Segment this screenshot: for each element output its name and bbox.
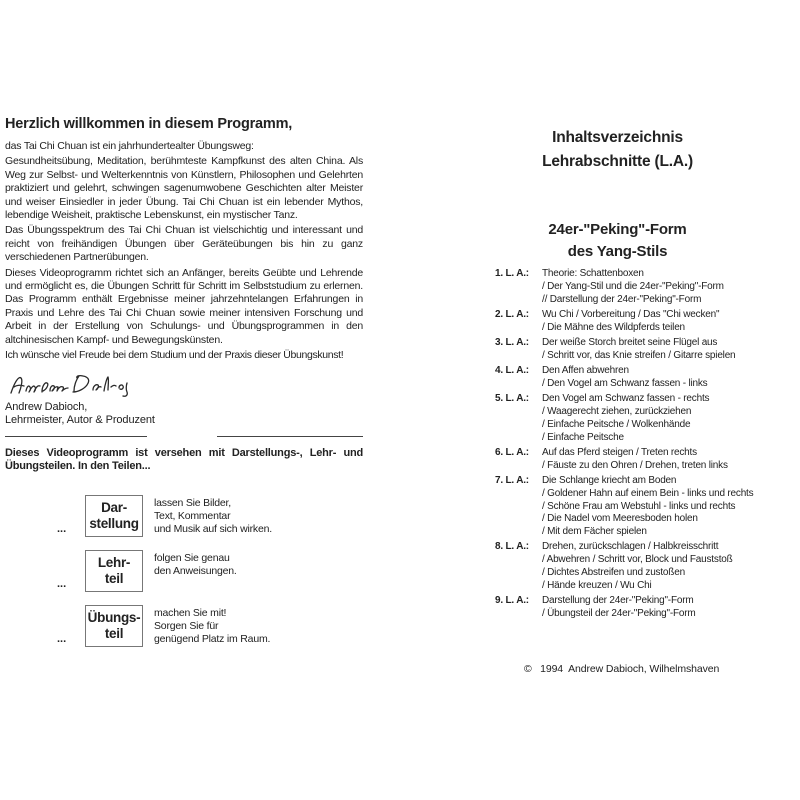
- toc-item-line: Die Schlange kriecht am Boden: [542, 474, 677, 486]
- toc-item-3: [450, 337, 785, 363]
- toc-item-line: // Darstellung der 24er-"Peking"-Form: [542, 293, 702, 305]
- box-line: stellung: [89, 515, 139, 531]
- toc-item-line: / Dichtes Abstreifen und zustoßen: [542, 567, 685, 579]
- box-line: Dar-: [101, 500, 127, 516]
- paragraph: Das Übungsspektrum des Tai Chi Chuan ist vielschichtig und interessant und reicht von freihändigen Übungen über Geräteübungen bis hin zu ganz verschiedenen Partnerübungen.: [5, 224, 363, 264]
- toc-item-line: / Einfache Peitsche: [542, 431, 624, 443]
- closing-line: Ich wünsche viel Freude bei dem Studium und der Praxis dieser Übungskunst!: [5, 349, 344, 362]
- right-page: [450, 126, 785, 675]
- toc-item-6: [450, 447, 785, 473]
- paragraph: Gesundheitsübung, Meditation, berühmteste Kampfkunst des alten China. Als Weg zur Selbst- und Welterkenntnis von Künstlern, Philosophen und Gelehrten praktiziert und gelehrt, schwingen sagenumwobene Geschichten alter Meister und weiser Einsiedler in jeder Übung. Tai Chi Chuan ist ein lebender Mythos, lebendige Weisheit, praktische Lebenskunst, ein mystischer Tanz.: [5, 155, 363, 222]
- toc-item-label: 4. L. A.:: [495, 365, 529, 377]
- legend-row-darstellung: [5, 495, 363, 539]
- toc-item-line: / Waagerecht ziehen, zurückziehen: [542, 405, 692, 417]
- left-page: [5, 116, 363, 660]
- toc-item-8: [450, 541, 785, 592]
- toc-item-line: Der weiße Storch breitet seine Flügel aus: [542, 336, 718, 348]
- legend-description: [154, 495, 272, 536]
- toc-item-line: / Fäuste zu den Ohren / Drehen, treten links: [542, 459, 728, 471]
- toc-item-label: 1. L. A.:: [495, 268, 529, 279]
- form-subtitle-line: 24er-"Peking"-Form: [548, 221, 687, 238]
- toc-item-label: 2. L. A.:: [495, 308, 529, 320]
- desc-line: folgen Sie genau: [154, 552, 230, 565]
- signature-image: [7, 370, 137, 400]
- toc-item-line: / Übungsteil der 24er-"Peking"-Form: [542, 607, 696, 619]
- desc-line: und Musik auf sich wirken.: [154, 523, 272, 536]
- desc-line: genügend Platz im Raum.: [154, 633, 271, 646]
- toc-item-line: Den Vogel am Schwanz fassen - rechts: [542, 393, 710, 405]
- intro-line: das Tai Chi Chuan ist ein jahrhundertealter Übungsweg:: [5, 140, 254, 152]
- box-line: teil: [104, 625, 124, 641]
- box-line: Lehr-: [97, 555, 131, 571]
- toc-title: [450, 126, 785, 173]
- darstellung-box: [85, 495, 143, 537]
- desc-line: lassen Sie Bilder,: [154, 497, 231, 510]
- lehrteil-box: [85, 550, 143, 592]
- toc-item-line: Den Affen abwehren: [542, 365, 629, 377]
- toc-item-line: / Der Yang-Stil und die 24er-"Peking"-Form: [542, 280, 724, 292]
- signature-role: Lehrmeister, Autor & Produzent: [5, 414, 155, 426]
- toc-list: [450, 268, 785, 621]
- toc-item-line: Drehen, zurückschlagen / Halbkreisschritt: [542, 541, 719, 553]
- desc-line: Sorgen Sie für: [154, 620, 219, 633]
- toc-title-line: Lehrabschnitte (L.A.): [542, 152, 693, 170]
- toc-item-line: / Goldener Hahn auf einem Bein - links und rechts: [542, 487, 754, 499]
- toc-item-line: / Die Nadel vom Meeresboden holen: [542, 513, 698, 525]
- box-line: teil: [104, 570, 124, 586]
- toc-item-line: / Die Mähne des Wildpferds teilen: [542, 321, 685, 333]
- toc-title-line: Inhaltsverzeichnis: [552, 129, 683, 146]
- ellipsis-prefix: ...: [57, 523, 67, 536]
- desc-line: den Anweisungen.: [154, 565, 237, 578]
- toc-item-line: / Einfache Peitsche / Wolkenhände: [542, 418, 691, 430]
- signature-block: [5, 370, 363, 428]
- program-note: Dieses Videoprogramm ist versehen mit Darstellungs-, Lehr- und Übungsteilen. In den Teilen...: [5, 446, 363, 473]
- toc-item-label: 8. L. A.:: [495, 541, 529, 553]
- form-subtitle: [450, 219, 785, 263]
- toc-item-line: Wu Chi / Vorbereitung / Das "Chi wecken": [542, 308, 720, 320]
- legend: [5, 495, 363, 649]
- copyright-line: © 1994 Andrew Dabioch, Wilhelmshaven: [524, 662, 720, 675]
- ellipsis-prefix: ...: [57, 633, 67, 646]
- toc-item-line: Auf das Pferd steigen / Treten rechts: [542, 446, 697, 458]
- toc-item-label: 6. L. A.:: [495, 446, 529, 458]
- toc-item-label: 3. L. A.:: [495, 336, 529, 348]
- toc-item-1: [450, 268, 785, 306]
- toc-item-7: [450, 475, 785, 539]
- box-line: Übungs-: [87, 610, 141, 626]
- legend-description: [154, 550, 237, 578]
- toc-item-line: / Den Vogel am Schwanz fassen - links: [542, 377, 708, 389]
- desc-line: Text, Kommentar: [154, 510, 231, 523]
- legend-row-uebungsteil: [5, 605, 363, 649]
- toc-item-label: 9. L. A.:: [495, 595, 529, 607]
- toc-item-line: Darstellung der 24er-"Peking"-Form: [542, 595, 694, 607]
- toc-item-line: / Schritt vor, das Knie streifen / Gitarre spielen: [542, 349, 736, 361]
- toc-item-5: [450, 393, 785, 444]
- toc-item-line: / Schöne Frau am Webstuhl - links und rechts: [542, 500, 736, 512]
- signature-name: Andrew Dabioch,: [5, 400, 88, 413]
- form-subtitle-line: des Yang-Stils: [567, 243, 668, 260]
- welcome-heading: Herzlich willkommen in diesem Programm,: [5, 116, 293, 132]
- toc-item-line: Theorie: Schattenboxen: [542, 268, 644, 279]
- uebungsteil-box: [85, 605, 143, 647]
- toc-item-line: / Mit dem Fächer spielen: [542, 526, 647, 538]
- toc-item-label: 5. L. A.:: [495, 393, 529, 405]
- toc-item-line: / Abwehren / Schritt vor, Block und Fauststoß: [542, 554, 733, 566]
- toc-item-9: [450, 595, 785, 621]
- toc-item-2: [450, 309, 785, 335]
- desc-line: machen Sie mit!: [154, 607, 227, 620]
- ellipsis-prefix: ...: [57, 578, 67, 591]
- legend-description: [154, 605, 270, 646]
- section-divider: [5, 436, 363, 438]
- toc-item-label: 7. L. A.:: [495, 474, 529, 486]
- legend-row-lehrteil: [5, 550, 363, 594]
- toc-item-4: [450, 365, 785, 391]
- toc-item-line: / Hände kreuzen / Wu Chi: [542, 579, 652, 591]
- paragraph: Dieses Videoprogramm richtet sich an Anfänger, bereits Geübte und Lehrende und ermöglicht es, die Übungen Schritt für Schritt im Selbststudium zu erlernen. Das Programm enthält Ergebnisse meiner jahrzehntelangen Erfahrungen in Praxis und Lehre des Tai Chi Chuan sowie meiner intensiven Forschung und Arbeit in der Erstellung von Schulungs- und Übungsprogrammen in den altchinesischen Kampf- und Bewegungskünsten.: [5, 266, 363, 346]
